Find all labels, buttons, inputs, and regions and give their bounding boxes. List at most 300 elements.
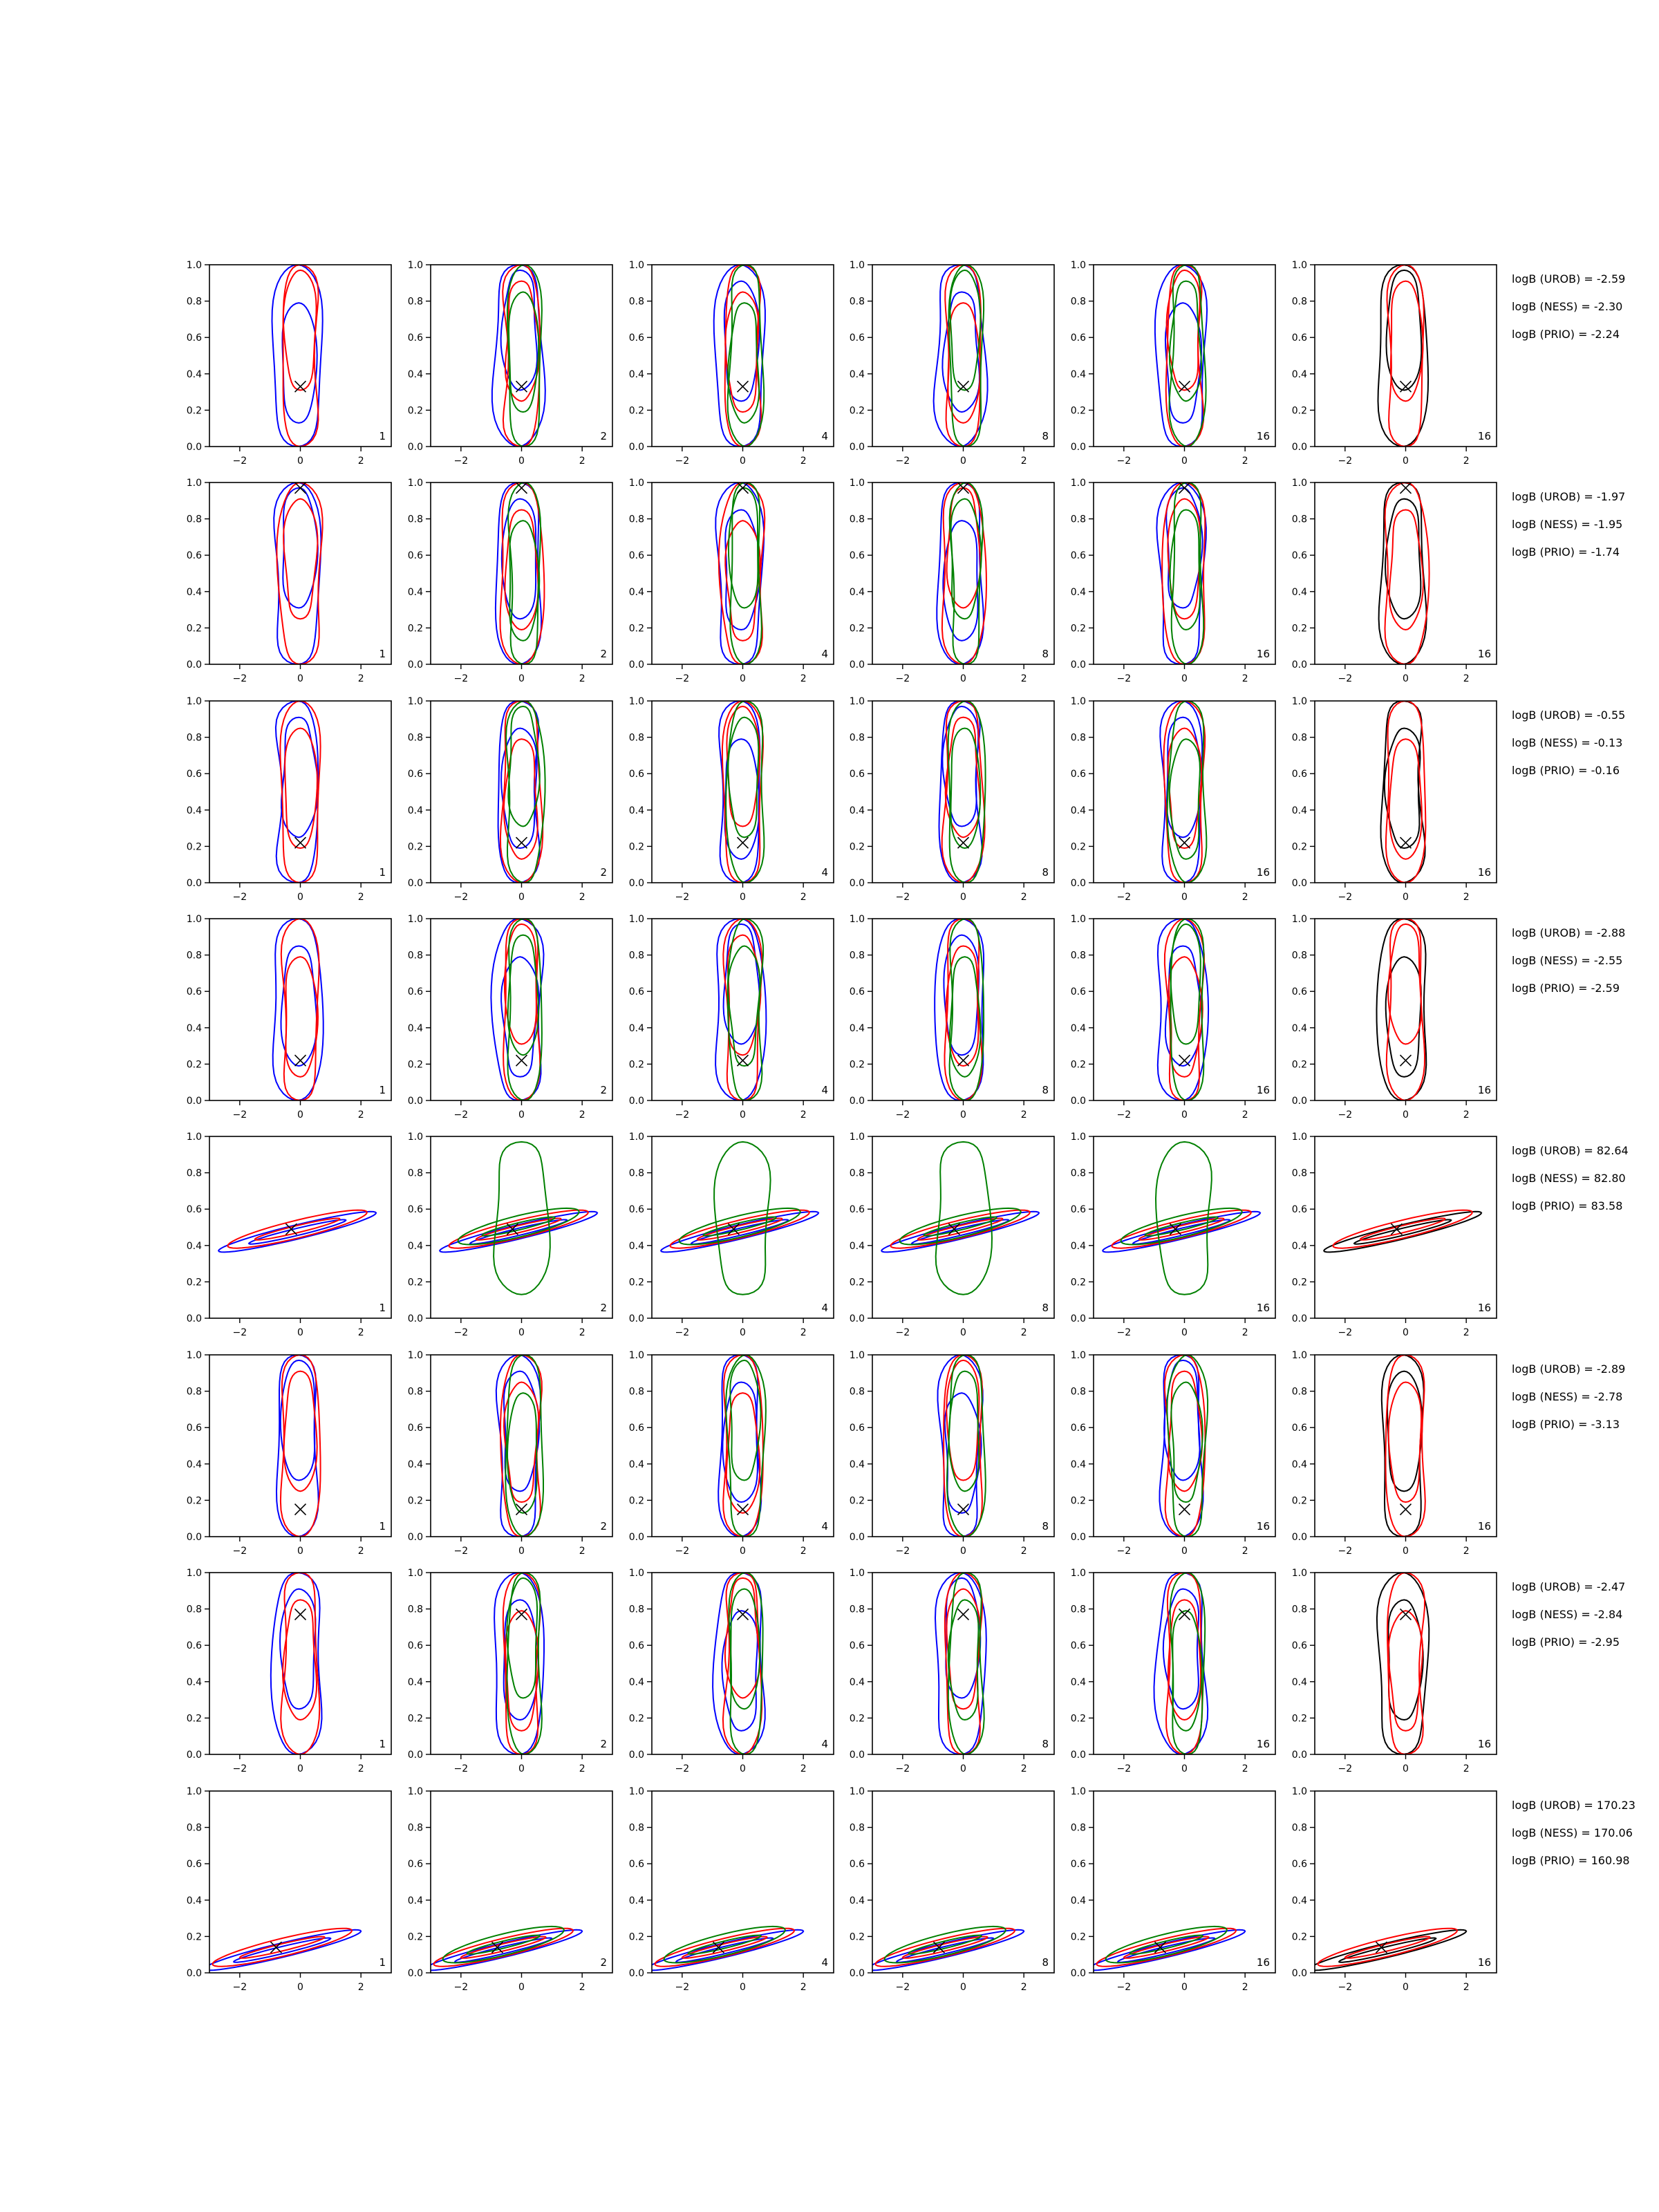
panel-r6-c1 <box>187 1350 391 1557</box>
contour-group <box>272 265 323 447</box>
y-tick-label: 0.4 <box>1070 368 1086 380</box>
x-tick-label: 0 <box>297 1327 303 1338</box>
panel-r8-c6 <box>1292 1786 1497 1993</box>
logb-label: logB (UROB) = 170.23 <box>1512 1799 1635 1812</box>
y-tick-label: 0.6 <box>628 1423 644 1434</box>
panel-r5-c1 <box>187 1132 391 1338</box>
contour-group <box>1087 1927 1245 1971</box>
x-tick-label: 0 <box>1403 1109 1409 1121</box>
y-tick-label: 0.2 <box>1291 405 1307 417</box>
y-tick-label: 0.6 <box>407 550 423 562</box>
panel-r3-c1 <box>187 696 391 903</box>
y-tick-label: 0.4 <box>1291 1676 1307 1688</box>
truth-marker <box>295 1055 306 1066</box>
x-tick-label: −2 <box>675 456 690 467</box>
y-tick-label: 0.6 <box>628 1859 644 1871</box>
y-tick-label: 0.6 <box>407 1204 423 1216</box>
y-tick-label: 0.4 <box>1291 1240 1307 1252</box>
truth-marker <box>958 1609 969 1620</box>
panel-r1-c1 <box>187 260 391 467</box>
x-tick-label: 0 <box>960 1763 966 1774</box>
panel-label: 4 <box>821 1956 828 1969</box>
y-tick-label: 0.0 <box>1291 1968 1307 1979</box>
panel-r1-c5 <box>1071 260 1275 467</box>
y-tick-label: 0.2 <box>1070 1713 1086 1725</box>
contour-ref-outer <box>1324 1212 1481 1253</box>
y-tick-label: 0.6 <box>849 769 865 780</box>
y-tick-label: 1.0 <box>849 1568 865 1579</box>
y-tick-label: 1.0 <box>849 1132 865 1143</box>
y-tick-label: 0.8 <box>849 296 865 308</box>
x-tick-label: 0 <box>960 673 966 684</box>
y-tick-label: 0.0 <box>1291 878 1307 889</box>
y-tick-label: 0.8 <box>1070 514 1086 525</box>
y-tick-label: 0.2 <box>1070 1059 1086 1071</box>
contour-group <box>496 482 545 664</box>
x-tick-label: −2 <box>1338 1327 1353 1338</box>
y-tick-label: 0.0 <box>1070 1750 1086 1761</box>
y-tick-label: 0.4 <box>407 1459 423 1470</box>
contour-ness-inner <box>284 1371 317 1492</box>
y-tick-label: 0.6 <box>1070 1423 1086 1434</box>
x-tick-label: 2 <box>1463 1546 1470 1557</box>
y-tick-label: 0.4 <box>407 1022 423 1034</box>
x-tick-label: 0 <box>960 892 966 903</box>
contour-group <box>1155 265 1207 447</box>
panel-label: 16 <box>1477 430 1491 442</box>
panel-r7-c6 <box>1292 1568 1497 1774</box>
panel-label: 4 <box>821 430 828 442</box>
y-tick-label: 1.0 <box>407 1132 423 1143</box>
y-tick-label: 0.6 <box>849 550 865 562</box>
y-tick-label: 0.8 <box>186 732 202 744</box>
y-tick-label: 0.8 <box>628 1386 644 1398</box>
logb-label: logB (PRIO) = 160.98 <box>1512 1854 1630 1867</box>
y-tick-label: 1.0 <box>1291 1350 1307 1361</box>
y-tick-label: 0.6 <box>1291 550 1307 562</box>
panel-label: 16 <box>1256 1302 1270 1314</box>
panel-r2-c4 <box>850 478 1054 684</box>
y-tick-label: 0.0 <box>628 878 644 889</box>
y-tick-label: 0.0 <box>849 442 865 453</box>
x-tick-label: 0 <box>1403 1327 1409 1338</box>
panel-label: 8 <box>1042 1520 1049 1533</box>
contour-prio-inner <box>949 1371 979 1492</box>
x-tick-label: 0 <box>740 1763 746 1774</box>
y-tick-label: 0.8 <box>1291 950 1307 962</box>
y-tick-label: 0.0 <box>407 878 423 889</box>
x-tick-label: −2 <box>1338 456 1353 467</box>
y-tick-label: 0.4 <box>628 586 644 598</box>
contour-group <box>494 1573 544 1754</box>
y-tick-label: 0.8 <box>407 1822 423 1834</box>
contour-urob-outer <box>218 1212 376 1253</box>
panel-r4-c1 <box>187 914 391 1121</box>
x-tick-label: 0 <box>1181 1982 1188 1993</box>
x-tick-label: 2 <box>579 1327 585 1338</box>
panel-label: 2 <box>600 1956 607 1969</box>
y-tick-label: 0.2 <box>1070 405 1086 417</box>
truth-marker <box>295 1504 306 1515</box>
x-tick-label: −2 <box>1116 673 1132 684</box>
contour-group <box>713 1573 765 1754</box>
y-tick-label: 1.0 <box>186 478 202 489</box>
y-tick-label: 0.2 <box>186 1277 202 1288</box>
y-tick-label: 0.4 <box>1291 1895 1307 1906</box>
y-tick-label: 0.2 <box>1291 1059 1307 1071</box>
y-tick-label: 0.6 <box>407 769 423 780</box>
x-tick-label: 0 <box>1181 1109 1188 1121</box>
x-tick-label: −2 <box>453 1982 469 1993</box>
y-tick-label: 0.4 <box>407 1240 423 1252</box>
x-tick-label: −2 <box>895 892 910 903</box>
x-tick-label: 0 <box>1403 1763 1409 1774</box>
y-tick-label: 1.0 <box>849 1350 865 1361</box>
y-tick-label: 0.2 <box>407 623 423 635</box>
x-tick-label: −2 <box>453 673 469 684</box>
y-tick-label: 1.0 <box>628 914 644 925</box>
x-tick-label: 2 <box>1241 1763 1248 1774</box>
panel-r1-c3 <box>629 260 834 467</box>
x-tick-label: 2 <box>1463 456 1470 467</box>
contour-group <box>1378 265 1429 447</box>
y-tick-label: 0.0 <box>186 1750 202 1761</box>
x-tick-label: 2 <box>800 1109 807 1121</box>
y-tick-label: 0.0 <box>407 659 423 671</box>
y-tick-label: 0.4 <box>1291 586 1307 598</box>
y-tick-label: 1.0 <box>407 478 423 489</box>
y-tick-label: 0.4 <box>628 1895 644 1906</box>
panel-label: 2 <box>600 1302 607 1314</box>
contour-group <box>1377 1573 1429 1754</box>
y-tick-label: 0.0 <box>186 878 202 889</box>
contour-ness-inner <box>1389 739 1422 859</box>
y-tick-label: 0.2 <box>186 1059 202 1071</box>
y-tick-label: 0.2 <box>628 1059 644 1071</box>
y-tick-label: 0.0 <box>186 442 202 453</box>
y-tick-label: 0.2 <box>628 1495 644 1507</box>
x-tick-label: −2 <box>675 1763 690 1774</box>
x-tick-label: 0 <box>960 456 966 467</box>
y-tick-label: 1.0 <box>1291 1568 1307 1579</box>
panel-label: 4 <box>821 1738 828 1750</box>
x-tick-label: 0 <box>1403 673 1409 684</box>
contour-group <box>218 1210 376 1253</box>
y-tick-label: 0.2 <box>1291 623 1307 635</box>
x-tick-label: −2 <box>1116 456 1132 467</box>
x-tick-label: 2 <box>800 1982 807 1993</box>
truth-marker <box>958 1055 969 1066</box>
y-tick-label: 0.6 <box>186 1859 202 1871</box>
contour-ness-inner <box>283 270 317 391</box>
x-tick-label: −2 <box>675 1982 690 1993</box>
panel-label: 16 <box>1256 430 1270 442</box>
truth-marker <box>738 381 749 392</box>
axes-frame <box>209 1791 391 1973</box>
panel-r8-c3 <box>629 1786 834 1993</box>
y-tick-label: 0.8 <box>186 1168 202 1179</box>
y-tick-label: 0.2 <box>1070 623 1086 635</box>
logb-label: logB (PRIO) = -0.16 <box>1512 764 1620 777</box>
logb-label: logB (NESS) = -2.78 <box>1512 1390 1623 1403</box>
panel-r8-c1 <box>187 1786 391 1993</box>
y-tick-label: 0.6 <box>1070 332 1086 344</box>
panel-r3-c3 <box>629 696 834 903</box>
x-tick-label: −2 <box>1116 1327 1132 1338</box>
x-tick-label: −2 <box>453 892 469 903</box>
panel-label: 16 <box>1477 1302 1491 1314</box>
y-tick-label: 0.0 <box>1070 1313 1086 1324</box>
logb-label: logB (NESS) = -1.95 <box>1512 518 1623 531</box>
contour-group <box>424 1927 582 1971</box>
contour-ref-inner <box>1385 499 1421 619</box>
contour-prio-inner <box>948 1600 979 1720</box>
y-tick-label: 0.4 <box>1070 1022 1086 1034</box>
x-tick-label: 2 <box>357 1327 364 1338</box>
panel-label: 16 <box>1477 866 1491 879</box>
y-tick-label: 0.0 <box>1291 1313 1307 1324</box>
contour-ness-outer <box>1333 1210 1472 1248</box>
axes-frame <box>431 919 612 1100</box>
panel-label: 16 <box>1256 866 1270 879</box>
logb-label: logB (PRIO) = -1.74 <box>1512 545 1620 559</box>
y-tick-label: 0.0 <box>849 878 865 889</box>
panel-label: 1 <box>379 1956 386 1969</box>
panel-label: 1 <box>379 648 386 660</box>
y-tick-label: 1.0 <box>1291 260 1307 271</box>
contour-group <box>1156 482 1206 664</box>
panel-r6-c6 <box>1292 1350 1497 1557</box>
contour-group <box>934 265 988 447</box>
panel-r7-c1 <box>187 1568 391 1774</box>
contour-prio-inner <box>507 1578 537 1698</box>
x-tick-label: 0 <box>518 673 525 684</box>
y-tick-label: 1.0 <box>628 260 644 271</box>
contour-ness-outer <box>212 1929 352 1967</box>
x-tick-label: 0 <box>740 1982 746 1993</box>
y-tick-label: 1.0 <box>1291 1786 1307 1797</box>
y-tick-label: 0.2 <box>407 1277 423 1288</box>
y-tick-label: 1.0 <box>849 696 865 707</box>
contour-prio-inner <box>1171 1382 1202 1503</box>
y-tick-label: 1.0 <box>1291 1132 1307 1143</box>
y-tick-label: 0.4 <box>186 1895 202 1906</box>
x-tick-label: 0 <box>297 1982 303 1993</box>
x-tick-label: 0 <box>960 1109 966 1121</box>
contour-group <box>719 701 764 883</box>
y-tick-label: 0.6 <box>849 1423 865 1434</box>
y-tick-label: 0.4 <box>628 1676 644 1688</box>
contour-group <box>881 1142 1039 1295</box>
x-tick-label: −2 <box>453 1109 469 1121</box>
y-tick-label: 0.6 <box>1070 1640 1086 1652</box>
y-tick-label: 0.4 <box>1070 805 1086 816</box>
logb-label: logB (UROB) = -2.88 <box>1512 926 1626 939</box>
y-tick-label: 1.0 <box>849 478 865 489</box>
x-tick-label: 0 <box>518 456 525 467</box>
y-tick-label: 0.6 <box>1291 769 1307 780</box>
y-tick-label: 0.2 <box>849 841 865 853</box>
x-tick-label: 0 <box>1403 1546 1409 1557</box>
x-tick-label: 0 <box>740 892 746 903</box>
x-tick-label: 2 <box>1463 1982 1470 1993</box>
logb-label: logB (UROB) = -2.47 <box>1512 1580 1626 1593</box>
axes-frame <box>872 482 1054 664</box>
x-tick-label: 0 <box>1181 673 1188 684</box>
contour-ness-outer <box>1318 1929 1457 1967</box>
y-tick-label: 0.2 <box>1070 1277 1086 1288</box>
x-tick-label: 2 <box>800 1327 807 1338</box>
panel-label: 1 <box>379 430 386 442</box>
y-tick-label: 0.2 <box>186 841 202 853</box>
y-tick-label: 1.0 <box>407 260 423 271</box>
x-tick-label: 2 <box>579 1109 585 1121</box>
y-tick-label: 0.4 <box>186 1240 202 1252</box>
contour-group <box>1382 1355 1425 1537</box>
axes-frame <box>1315 265 1497 447</box>
contour-group <box>276 701 321 883</box>
y-tick-label: 0.4 <box>407 1676 423 1688</box>
panel-r6-c2 <box>408 1350 612 1557</box>
x-tick-label: −2 <box>1116 1982 1132 1993</box>
y-tick-label: 0.6 <box>186 986 202 998</box>
y-tick-label: 0.8 <box>1070 296 1086 308</box>
y-tick-label: 0.0 <box>1291 659 1307 671</box>
y-tick-label: 0.8 <box>628 296 644 308</box>
y-tick-label: 0.8 <box>186 514 202 525</box>
y-tick-label: 0.6 <box>849 1204 865 1216</box>
x-tick-label: 2 <box>1020 456 1027 467</box>
y-tick-label: 0.2 <box>849 1713 865 1725</box>
panel-r5-c5 <box>1071 1132 1275 1338</box>
contour-group <box>1103 1142 1260 1295</box>
contour-group <box>491 919 543 1100</box>
axes-frame <box>431 1791 612 1973</box>
y-tick-label: 0.8 <box>1070 1604 1086 1615</box>
y-tick-label: 0.2 <box>186 623 202 635</box>
y-tick-label: 0.6 <box>1291 1859 1307 1871</box>
y-tick-label: 0.0 <box>1070 1968 1086 1979</box>
y-tick-label: 0.8 <box>186 1604 202 1615</box>
y-tick-label: 0.4 <box>1291 368 1307 380</box>
x-tick-label: 2 <box>1241 456 1248 467</box>
y-tick-label: 0.0 <box>849 1750 865 1761</box>
y-tick-label: 0.6 <box>1070 550 1086 562</box>
contour-group <box>492 265 545 447</box>
x-tick-label: −2 <box>895 1546 910 1557</box>
x-tick-label: 2 <box>1241 1982 1248 1993</box>
y-tick-label: 0.2 <box>849 1931 865 1943</box>
panel-r7-c3 <box>629 1568 834 1774</box>
contour-group <box>1309 1929 1466 1971</box>
y-tick-label: 0.0 <box>1291 1750 1307 1761</box>
y-tick-label: 0.2 <box>628 1713 644 1725</box>
y-tick-label: 0.8 <box>407 732 423 744</box>
y-tick-label: 0.6 <box>186 1640 202 1652</box>
x-tick-label: −2 <box>232 673 247 684</box>
y-tick-label: 0.4 <box>849 805 865 816</box>
panel-label: 16 <box>1256 1520 1270 1533</box>
y-tick-label: 0.8 <box>849 1822 865 1834</box>
panel-label: 1 <box>379 866 386 879</box>
y-tick-label: 0.4 <box>628 805 644 816</box>
panel-label: 4 <box>821 1084 828 1096</box>
x-tick-label: 2 <box>357 456 364 467</box>
y-tick-label: 0.6 <box>407 986 423 998</box>
contour-ref-outer <box>1309 1930 1466 1971</box>
panel-label: 1 <box>379 1302 386 1314</box>
y-tick-label: 0.8 <box>186 1386 202 1398</box>
panel-label: 1 <box>379 1084 386 1096</box>
x-tick-label: 2 <box>1241 673 1248 684</box>
panel-r2-c5 <box>1071 478 1275 684</box>
x-tick-label: 0 <box>740 456 746 467</box>
x-tick-label: 2 <box>1020 1109 1027 1121</box>
y-tick-label: 0.4 <box>849 1459 865 1470</box>
y-tick-label: 1.0 <box>1070 1568 1086 1579</box>
panel-label: 2 <box>600 430 607 442</box>
y-tick-label: 0.0 <box>849 1968 865 1979</box>
y-tick-label: 1.0 <box>186 1568 202 1579</box>
x-tick-label: 0 <box>297 1109 303 1121</box>
contour-group <box>935 919 984 1100</box>
panel-label: 16 <box>1256 1738 1270 1750</box>
y-tick-label: 0.2 <box>407 1931 423 1943</box>
logb-label: logB (NESS) = 82.80 <box>1512 1172 1626 1185</box>
logb-label: logB (UROB) = -2.59 <box>1512 272 1626 285</box>
panel-r3-c2 <box>408 696 612 903</box>
contour-group <box>1381 701 1426 883</box>
truth-marker <box>1179 1504 1190 1515</box>
y-tick-label: 0.0 <box>1070 1096 1086 1107</box>
x-tick-label: 2 <box>1020 1546 1027 1557</box>
x-tick-label: 0 <box>1181 1327 1188 1338</box>
y-tick-label: 0.4 <box>407 805 423 816</box>
panel-label: 8 <box>1042 430 1049 442</box>
y-tick-label: 1.0 <box>628 696 644 707</box>
y-tick-label: 0.4 <box>407 1895 423 1906</box>
panel-label: 16 <box>1477 1738 1491 1750</box>
y-tick-label: 1.0 <box>1070 260 1086 271</box>
contour-group <box>1324 1210 1481 1253</box>
panel-label: 16 <box>1477 648 1491 660</box>
y-tick-label: 0.4 <box>849 1676 865 1688</box>
contour-prio-inner <box>1170 739 1200 859</box>
x-tick-label: 0 <box>1403 456 1409 467</box>
x-tick-label: 0 <box>297 1546 303 1557</box>
x-tick-label: 2 <box>579 1546 585 1557</box>
panel-r8-c2 <box>408 1786 612 1993</box>
truth-marker <box>958 482 969 494</box>
x-tick-label: 2 <box>1241 1109 1248 1121</box>
y-tick-label: 0.0 <box>849 659 865 671</box>
y-tick-label: 1.0 <box>407 1350 423 1361</box>
y-tick-label: 0.4 <box>1070 1676 1086 1688</box>
contour-prio-inner <box>1170 924 1200 1044</box>
y-tick-label: 0.2 <box>407 405 423 417</box>
x-tick-label: 2 <box>357 1982 364 1993</box>
x-tick-label: −2 <box>232 1109 247 1121</box>
panel-label: 8 <box>1042 1084 1049 1096</box>
x-tick-label: 2 <box>1463 1109 1470 1121</box>
panel-label: 4 <box>821 1520 828 1533</box>
panel-label: 16 <box>1477 1956 1491 1969</box>
y-tick-label: 0.0 <box>186 1313 202 1324</box>
logb-label: logB (PRIO) = 83.58 <box>1512 1199 1623 1212</box>
logb-label: logB (PRIO) = -2.95 <box>1512 1635 1620 1649</box>
y-tick-label: 0.4 <box>628 1459 644 1470</box>
x-tick-label: 0 <box>740 1327 746 1338</box>
